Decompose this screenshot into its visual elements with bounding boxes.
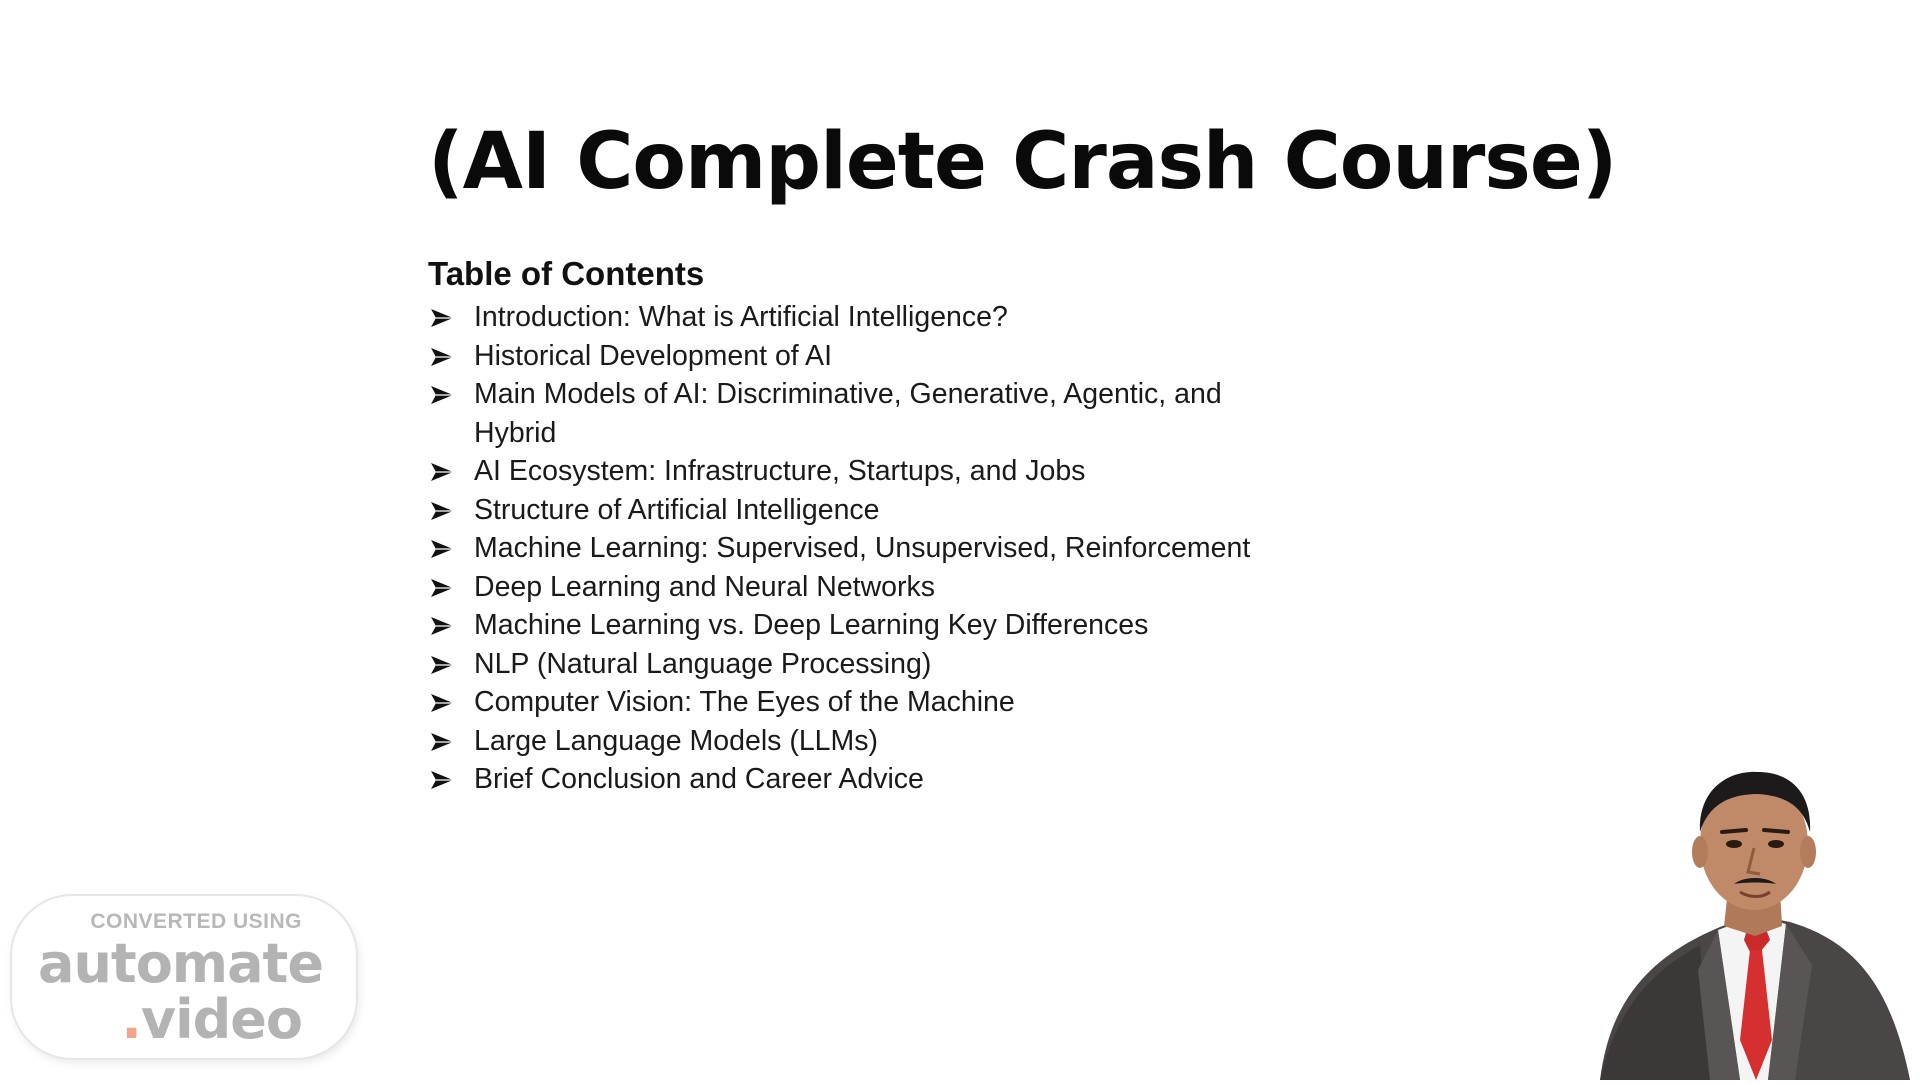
toc-item-text: Brief Conclusion and Career Advice [474, 763, 924, 795]
arrowhead-bullet-icon [430, 683, 458, 721]
presenter-photo [1590, 740, 1920, 1080]
toc-item-text: Machine Learning: Supervised, Unsupervised, Reinforcement [474, 532, 1251, 564]
arrowhead-bullet-icon [430, 645, 458, 683]
arrowhead-bullet-icon [430, 568, 458, 606]
toc-list [428, 298, 1268, 799]
toc-item-text: Historical Development of AI [474, 339, 832, 372]
toc-item-text: Machine Learning vs. Deep Learning Key Differences [474, 609, 1149, 641]
toc-item-1 [428, 298, 1268, 337]
toc-item-4 [428, 452, 1268, 491]
toc-item-text: Large Language Models (LLMs) [474, 724, 878, 757]
toc-item-text: NLP (Natural Language Processing) [474, 647, 932, 680]
toc-item-text: AI Ecosystem: Infrastructure, Startups, and Jobs [474, 455, 1086, 487]
toc-item-text: Introduction: What is Artificial Intelligence? [474, 301, 1008, 333]
slide-title: (AI Complete Crash Course) [428, 117, 1617, 207]
toc-item-11 [428, 722, 1268, 761]
toc-item-12 [428, 760, 1268, 799]
arrowhead-bullet-icon [430, 722, 458, 760]
arrowhead-bullet-icon [430, 491, 458, 529]
toc-item-5 [428, 491, 1268, 530]
toc-item-7 [428, 568, 1268, 607]
table-of-contents [428, 252, 1268, 799]
automate-video-watermark [12, 896, 356, 1058]
arrowhead-bullet-icon [430, 337, 458, 375]
toc-item-6 [428, 529, 1268, 568]
toc-item-text: Deep Learning and Neural Networks [474, 570, 936, 603]
arrowhead-bullet-icon [430, 452, 458, 490]
watermark-video-text: video [140, 988, 302, 1051]
watermark-brand-video [121, 988, 302, 1051]
toc-item-3 [428, 375, 1268, 452]
arrowhead-bullet-icon [430, 298, 458, 336]
arrowhead-bullet-icon [430, 760, 458, 798]
toc-item-2 [428, 337, 1268, 376]
presenter-illustration [1590, 740, 1920, 1080]
arrowhead-bullet-icon [430, 606, 458, 644]
watermark-caption: CONVERTED USING [90, 910, 302, 933]
toc-item-10 [428, 683, 1268, 722]
toc-item-text: Main Models of AI: Discriminative, Generative, Agentic, and Hybrid [474, 378, 1222, 449]
watermark-brand-automate: automate [38, 932, 323, 995]
toc-item-text: Computer Vision: The Eyes of the Machine [474, 686, 1015, 718]
arrowhead-bullet-icon [430, 529, 458, 567]
toc-item-8 [428, 606, 1268, 645]
toc-item-9 [428, 645, 1268, 684]
arrowhead-bullet-icon [430, 375, 458, 413]
watermark-dot: . [121, 988, 141, 1051]
toc-item-text: Structure of Artificial Intelligence [474, 493, 880, 526]
toc-heading: Table of Contents [428, 255, 705, 292]
